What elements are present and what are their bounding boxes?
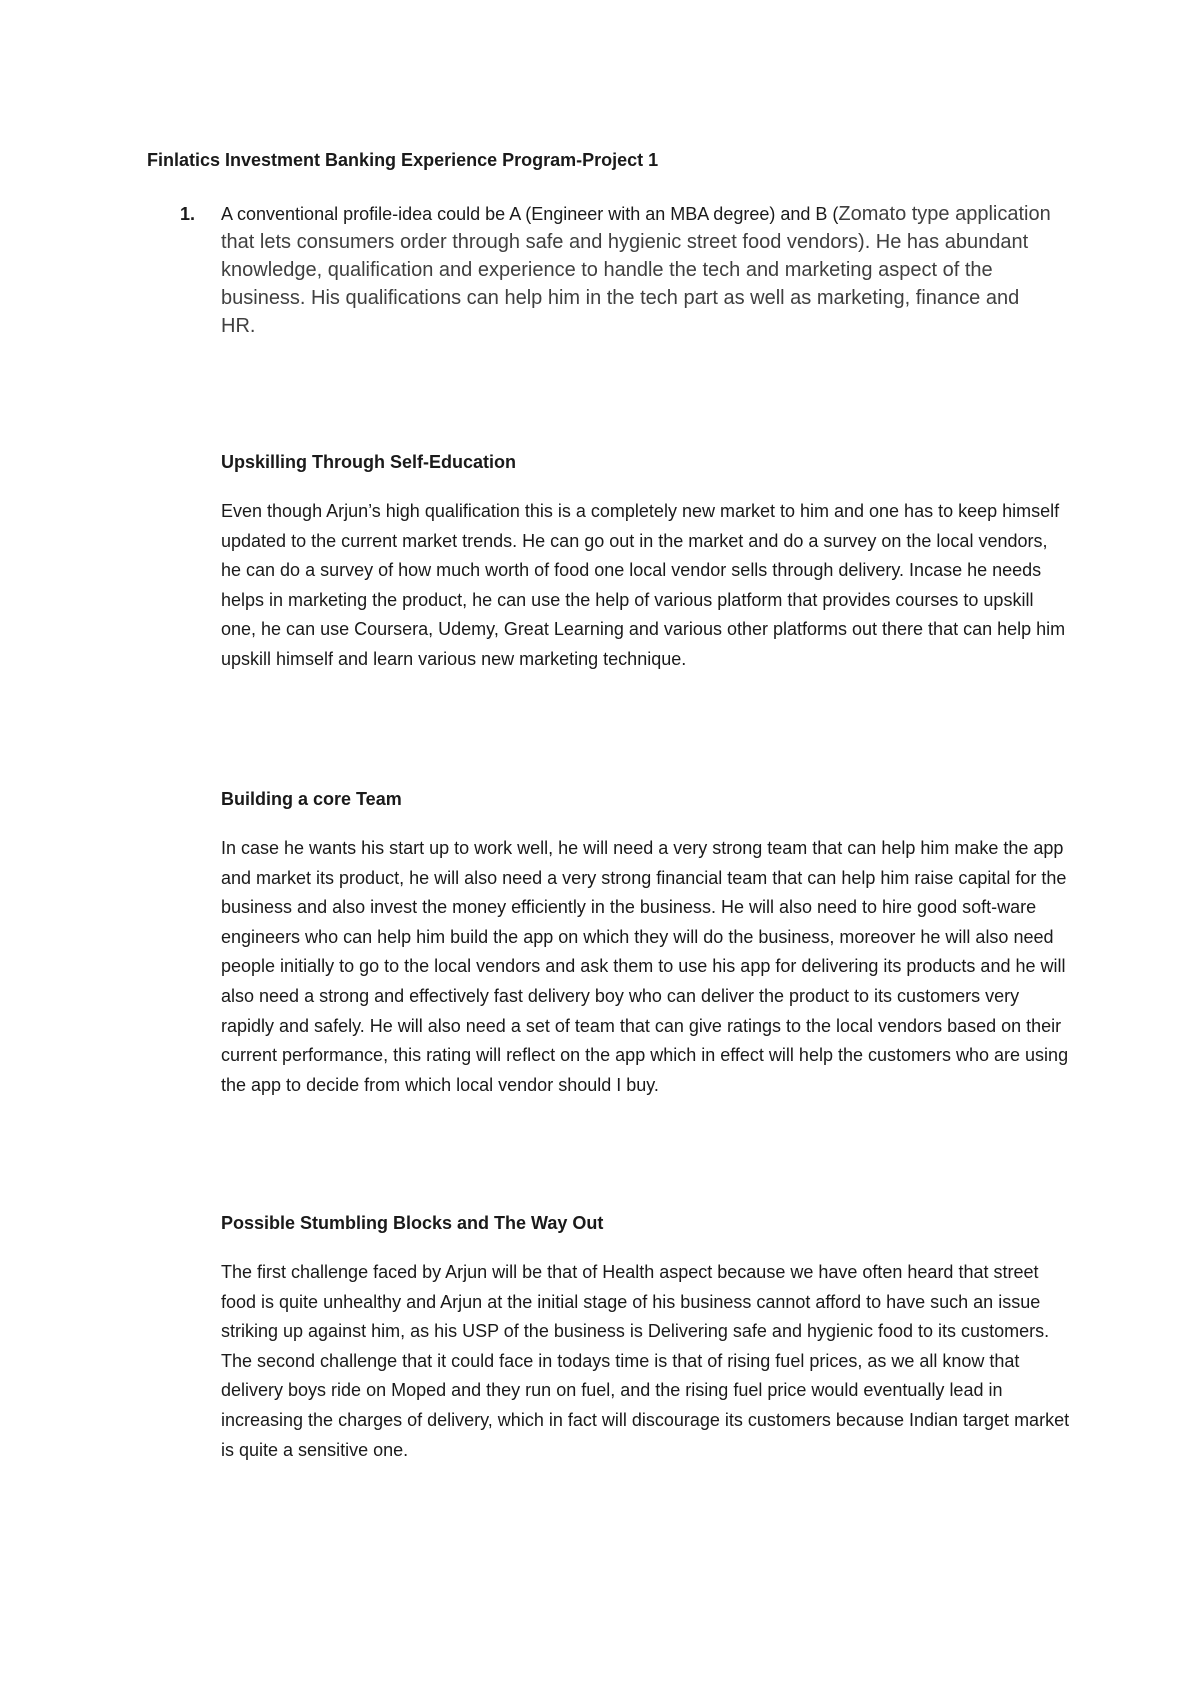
- list-marker: 1.: [180, 204, 196, 224]
- section-heading: Upskilling Through Self-Education: [221, 452, 516, 472]
- section-paragraph: The first challenge faced by Arjun will be that of Health aspect because we have often heard that street food is quite unhealthy and Arjun at the initial stage of his business cannot afford to have such an issue striking up against him, as his USP of the business is Delivering safe and hygienic food to its customers. The second challenge that it could face in todays time is that of rising fuel prices, as we all know that delivery boys ride on Moped and they run on fuel, and the rising fuel price would eventually lead in increasing the charges of delivery, which in fact will discourage its customers because Indian target market is quite a sensitive one.: [221, 1262, 1070, 1460]
- numbered-list: [147, 200, 1057, 340]
- list-item-lead: A conventional profile-idea could be A (Engineer with an MBA degree) and B (: [221, 204, 839, 224]
- section-heading: Building a core Team: [221, 789, 402, 809]
- document-title: Finlatics Investment Banking Experience Program-Project 1: [147, 150, 659, 170]
- section-core-team: [221, 787, 1071, 1100]
- section-stumbling-blocks: [221, 1211, 1071, 1465]
- list-item: [147, 200, 1057, 340]
- section-heading: Possible Stumbling Blocks and The Way Out: [221, 1213, 604, 1233]
- section-upskilling: [221, 450, 1071, 675]
- section-paragraph: In case he wants his start up to work well, he will need a very strong team that can help him make the app and market its product, he will also need a very strong financial team that can help him raise capital for the business and also invest the money efficiently in the business. He will also need to hire good soft-ware engineers who can help him build the app on which they will do the business, moreover he will also need people initially to go to the local vendors and ask them to use his app for delivering its products and he will also need a strong and effectively fast delivery boy who can deliver the product to its customers very rapidly and safely. He will also need a set of team that can give ratings to the local vendors based on their current performance, this rating will reflect on the app which in effect will help the customers who are using the app to decide from which local vendor should I buy.: [221, 838, 1069, 1095]
- section-paragraph: Even though Arjun’s high qualification this is a completely new market to him and one has to keep himself updated to the current market trends. He can go out in the market and do a survey on the local vendors, he can do a survey of how much worth of food one local vendor sells through delivery. Incase he needs helps in marketing the product, he can use the help of various platform that provides courses to upskill one, he can use Coursera, Udemy, Great Learning and various other platforms out there that can help him upskill himself and learn various new marketing technique.: [221, 501, 1066, 669]
- list-item-text: Zomato type application that lets consumers order through safe and hygienic street food vendors). He has abundant knowledge, qualification and experience to handle the tech and marketing aspect of the business. His qualifications can help him in the tech part as well as marketing, finance and HR.: [221, 203, 1051, 337]
